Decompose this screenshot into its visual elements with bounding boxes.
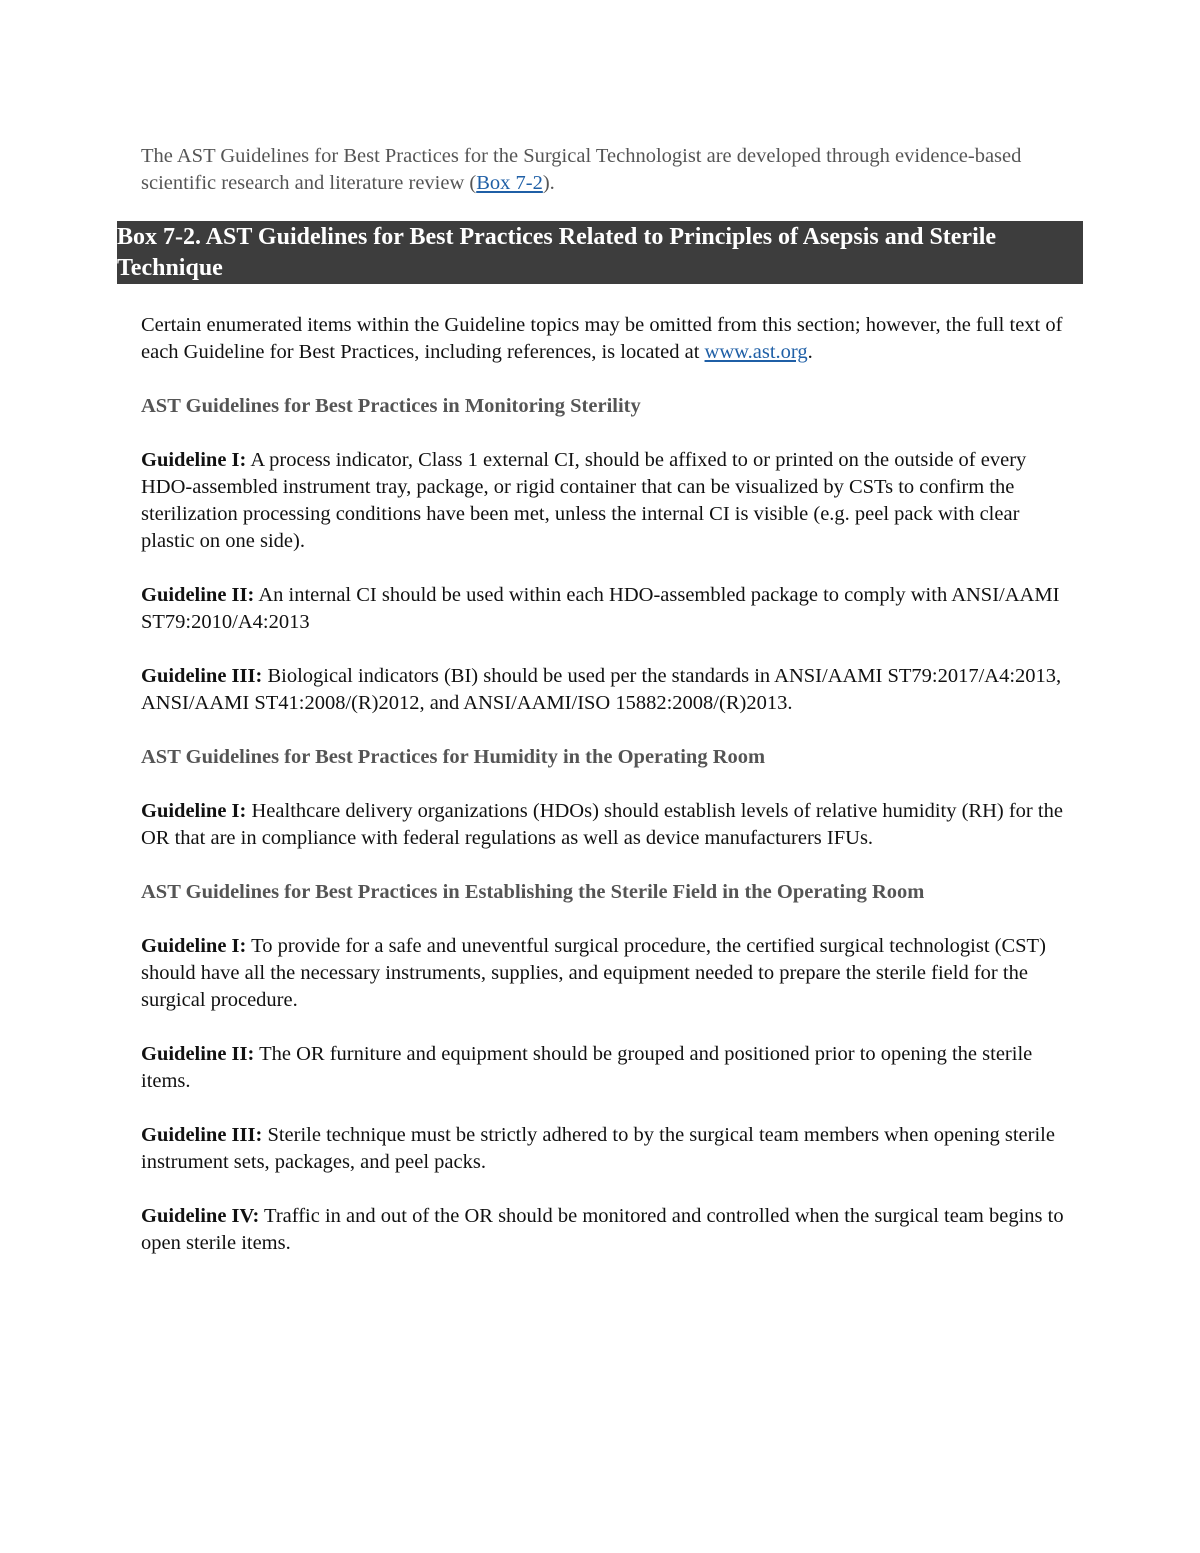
guideline-paragraph [141, 798, 1066, 852]
note-text: Certain enumerated items within the Guideline topics may be omitted from this section; however, the full text of each Guideline for Best Practices, including references, is located at [141, 314, 1063, 363]
guideline-paragraph [141, 1203, 1066, 1257]
guideline-text: The OR furniture and equipment should be grouped and positioned prior to opening the sterile items. [141, 1043, 1033, 1092]
guideline-label: Guideline IV: [141, 1205, 260, 1227]
section-heading-humidity: AST Guidelines for Best Practices for Humidity in the Operating Room [141, 746, 766, 768]
box-content [141, 312, 1066, 1284]
note-paragraph [141, 312, 1066, 366]
guideline-label: Guideline I: [141, 935, 247, 957]
guideline-text: Biological indicators (BI) should be used per the standards in ANSI/AAMI ST79:2017/A4:2013, ANSI/AAMI ST41:2008/(R)2012, and ANSI/AAMI/ISO 15882:2008/(R)2013. [141, 665, 1062, 714]
intro-text: The AST Guidelines for Best Practices for the Surgical Technologist are developed through evidence-based scientific research and literature review ( [141, 145, 1022, 194]
guideline-paragraph [141, 933, 1066, 1014]
guideline-text: To provide for a safe and uneventful surgical procedure, the certified surgical technologist (CST) should have all the necessary instruments, supplies, and equipment needed to prepare the sterile field for the surgical procedure. [141, 935, 1046, 1011]
guideline-text: Traffic in and out of the OR should be monitored and controlled when the surgical team begins to open sterile items. [141, 1205, 1064, 1254]
ast-website-link[interactable]: www.ast.org [704, 341, 808, 363]
intro-paragraph [141, 143, 1041, 197]
box-7-2-link[interactable]: Box 7-2 [476, 172, 543, 194]
note-text-end: . [807, 341, 813, 363]
guideline-text: An internal CI should be used within each HDO-assembled package to comply with ANSI/AAMI ST79:2010/A4:2013 [141, 584, 1060, 633]
guideline-paragraph [141, 447, 1066, 555]
guideline-paragraph [141, 582, 1066, 636]
guideline-text: A process indicator, Class 1 external CI, should be affixed to or printed on the outside of every HDO-assembled instrument tray, package, or rigid container that can be visualized by CSTs to confirm the sterilization processing conditions have been met, unless the internal CI is visible (e.g. peel pack with clear plastic on one side). [141, 449, 1027, 552]
section-heading-monitoring-sterility: AST Guidelines for Best Practices in Monitoring Sterility [141, 395, 641, 417]
guideline-text: Sterile technique must be strictly adhered to by the surgical team members when opening sterile instrument sets, packages, and peel packs. [141, 1124, 1055, 1173]
guideline-paragraph [141, 1041, 1066, 1095]
guideline-label: Guideline I: [141, 449, 247, 471]
guideline-paragraph [141, 1122, 1066, 1176]
guideline-label: Guideline II: [141, 1043, 255, 1065]
guideline-paragraph [141, 663, 1066, 717]
guideline-label: Guideline II: [141, 584, 255, 606]
box-title-banner: Box 7-2. AST Guidelines for Best Practices Related to Principles of Asepsis and Sterile Technique [117, 221, 1083, 284]
intro-text-end: ). [542, 172, 555, 194]
guideline-text: Healthcare delivery organizations (HDOs) should establish levels of relative humidity (RH) for the OR that are in compliance with federal regulations as well as device manufacturers IFUs. [141, 800, 1063, 849]
guideline-label: Guideline III: [141, 665, 263, 687]
section-heading-sterile-field: AST Guidelines for Best Practices in Establishing the Sterile Field in the Operating Room [141, 881, 925, 903]
guideline-label: Guideline III: [141, 1124, 263, 1146]
guideline-label: Guideline I: [141, 800, 247, 822]
